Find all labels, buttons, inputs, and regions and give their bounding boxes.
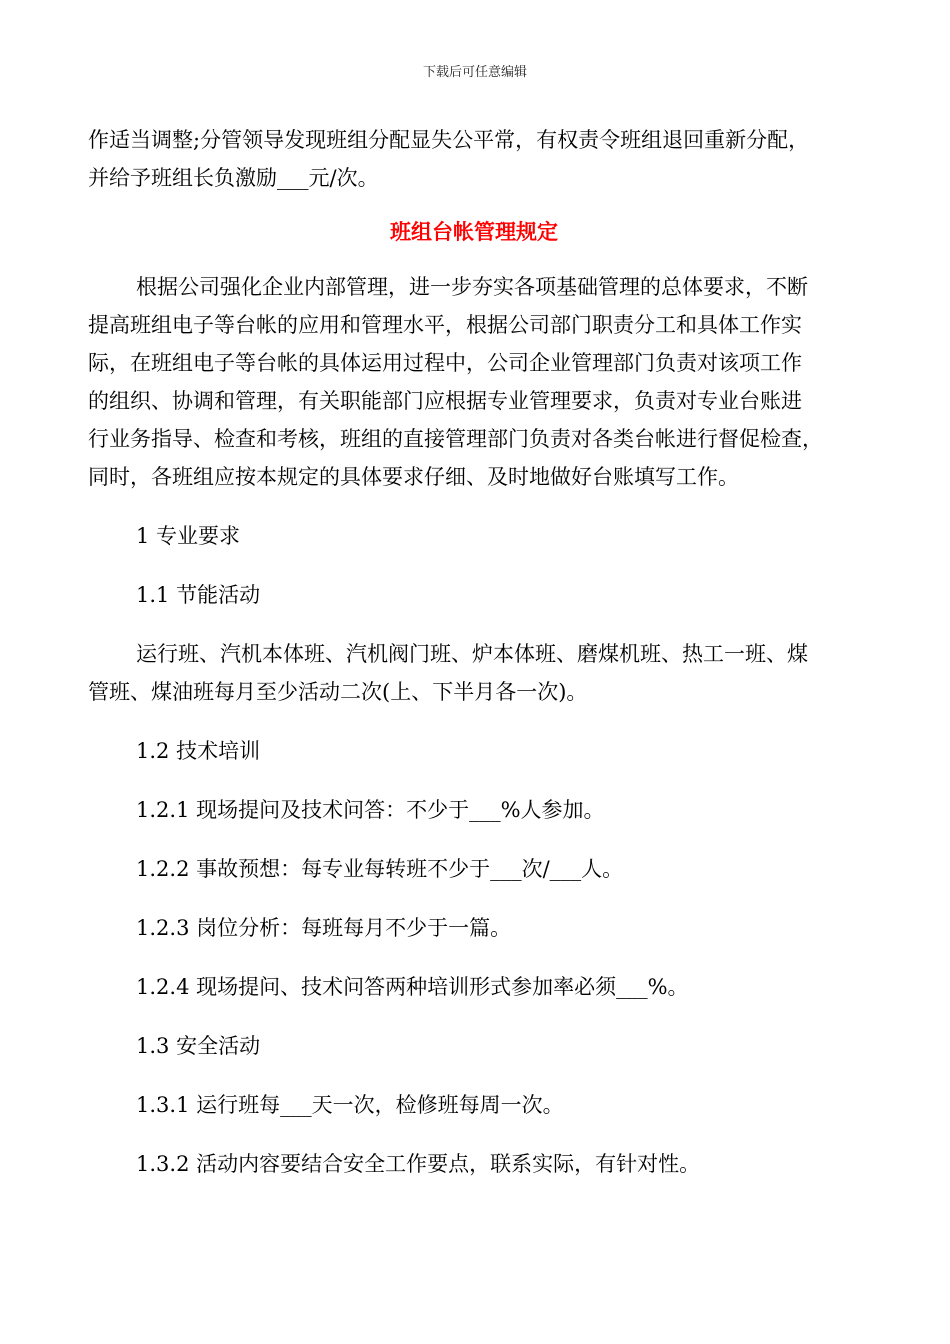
main-paragraph-line-2: 提高班组电子等台帐的应用和管理水平，根据公司部门职责分工和具体工作实 (88, 313, 802, 337)
energy-saving-line-2: 管班、煤油班每月至少活动二次(上、下半月各一次)。 (88, 680, 588, 704)
main-paragraph-line-5: 行业务指导、检查和考核，班组的直接管理部门负责对各类台帐进行督促检查， (88, 427, 823, 451)
item-1-3-1: 1.3.1 运行班每___天一次，检修班每周一次。 (136, 1093, 564, 1117)
item-1-2-3: 1.2.3 岗位分析：每班每月不少于一篇。 (136, 916, 512, 940)
intro-line-1: 作适当调整;分管领导发现班组分配显失公平常，有权责令班组退回重新分配， (88, 128, 810, 152)
main-paragraph-line-6: 同时，各班组应按本规定的具体要求仔细、及时地做好台账填写工作。 (88, 465, 739, 489)
item-1-3-2: 1.3.2 活动内容要结合安全工作要点，联系实际，有针对性。 (136, 1152, 701, 1176)
item-1-2-1: 1.2.1 现场提问及技术问答：不少于___%人参加。 (136, 798, 605, 822)
heading-1: 1 专业要求 (136, 524, 241, 548)
energy-saving-line-1: 运行班、汽机本体班、汽机阀门班、炉本体班、磨煤机班、热工一班、煤 (136, 642, 808, 666)
page-header: 下载后可任意编辑 (422, 65, 527, 80)
main-paragraph-line-4: 的组织、协调和管理，有关职能部门应根据专业管理要求，负责对专业台账进 (88, 389, 802, 413)
item-1-2-4: 1.2.4 现场提问、技术问答两种培训形式参加率必须___%。 (136, 975, 689, 999)
heading-1-2: 1.2 技术培训 (136, 739, 261, 763)
heading-1-3: 1.3 安全活动 (136, 1034, 261, 1058)
heading-1-1: 1.1 节能活动 (136, 583, 261, 607)
intro-line-2: 并给予班组长负激励___元/次。 (88, 166, 379, 190)
section-title: 班组台帐管理规定 (390, 219, 558, 244)
document-body (88, 121, 860, 1183)
main-paragraph-line-3: 际，在班组电子等台帐的具体运用过程中，公司企业管理部门负责对该项工作 (88, 351, 802, 375)
item-1-2-2: 1.2.2 事故预想：每专业每转班不少于___次/___人。 (136, 857, 624, 881)
main-paragraph-line-1: 根据公司强化企业内部管理，进一步夯实各项基础管理的总体要求，不断 (136, 275, 808, 299)
